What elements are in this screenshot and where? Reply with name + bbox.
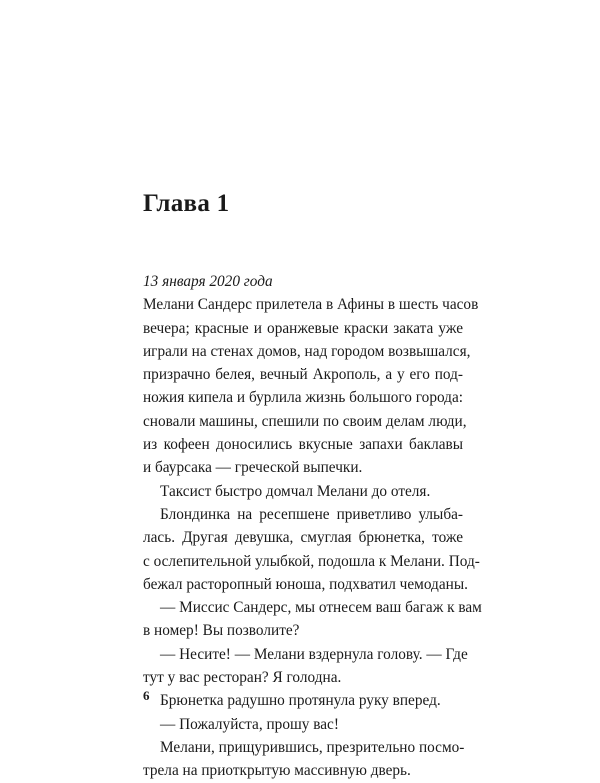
text-line: и баурсака — греческой выпечки. [143,459,363,477]
text-line: — Несите! — Мелани вздернула голову. — Где [160,645,468,663]
text-line: с ослепительной улыбкой, подошла к Мелани. Под- [143,552,480,570]
chapter-title: Глава 1 [143,190,230,217]
text-line: вечера; красные и оранжевые краски заката уже [143,319,463,337]
text-line: Брюнетка радушно протянула руку вперед. [160,692,441,710]
text-line: Блондинка на ресепшене приветливо улыба- [160,505,463,523]
text-line: ножия кипела и бурлила жизнь большого города: [143,389,463,407]
text-line: из кофеен доносились вкусные запахи баклавы [143,436,463,454]
text-line: лась. Другая девушка, смуглая брюнетка, тоже [143,529,463,547]
text-line: тут у вас ресторан? Я голодна. [143,669,342,687]
chapter-body [143,270,482,783]
text-line: — Пожалуйста, прошу вас! [160,715,339,733]
text-line: трела на приоткрытую массивную дверь. [143,762,411,780]
text-line: Мелани, прищурившись, презрительно посмо- [160,738,465,756]
text-line: — Миссис Сандерс, мы отнесем ваш багаж к вам [160,599,482,617]
text-line: Таксист быстро домчал Мелани до отеля. [160,482,431,500]
date-line: 13 января 2020 года [143,273,273,290]
text-line: Мелани Сандерс прилетела в Афины в шесть часов [143,296,479,314]
text-line: сновали машины, спешили по своим делам люди, [143,412,467,430]
text-line: бежал расторопный юноша, подхватил чемоданы. [143,575,468,593]
text-line: играли на стенах домов, над городом возвышался, [143,342,471,360]
text-line: в номер! Вы позволите? [143,622,300,640]
page-number: 6 [143,688,150,703]
text-line: призрачно белея, вечный Акрополь, а у его под- [143,366,463,384]
